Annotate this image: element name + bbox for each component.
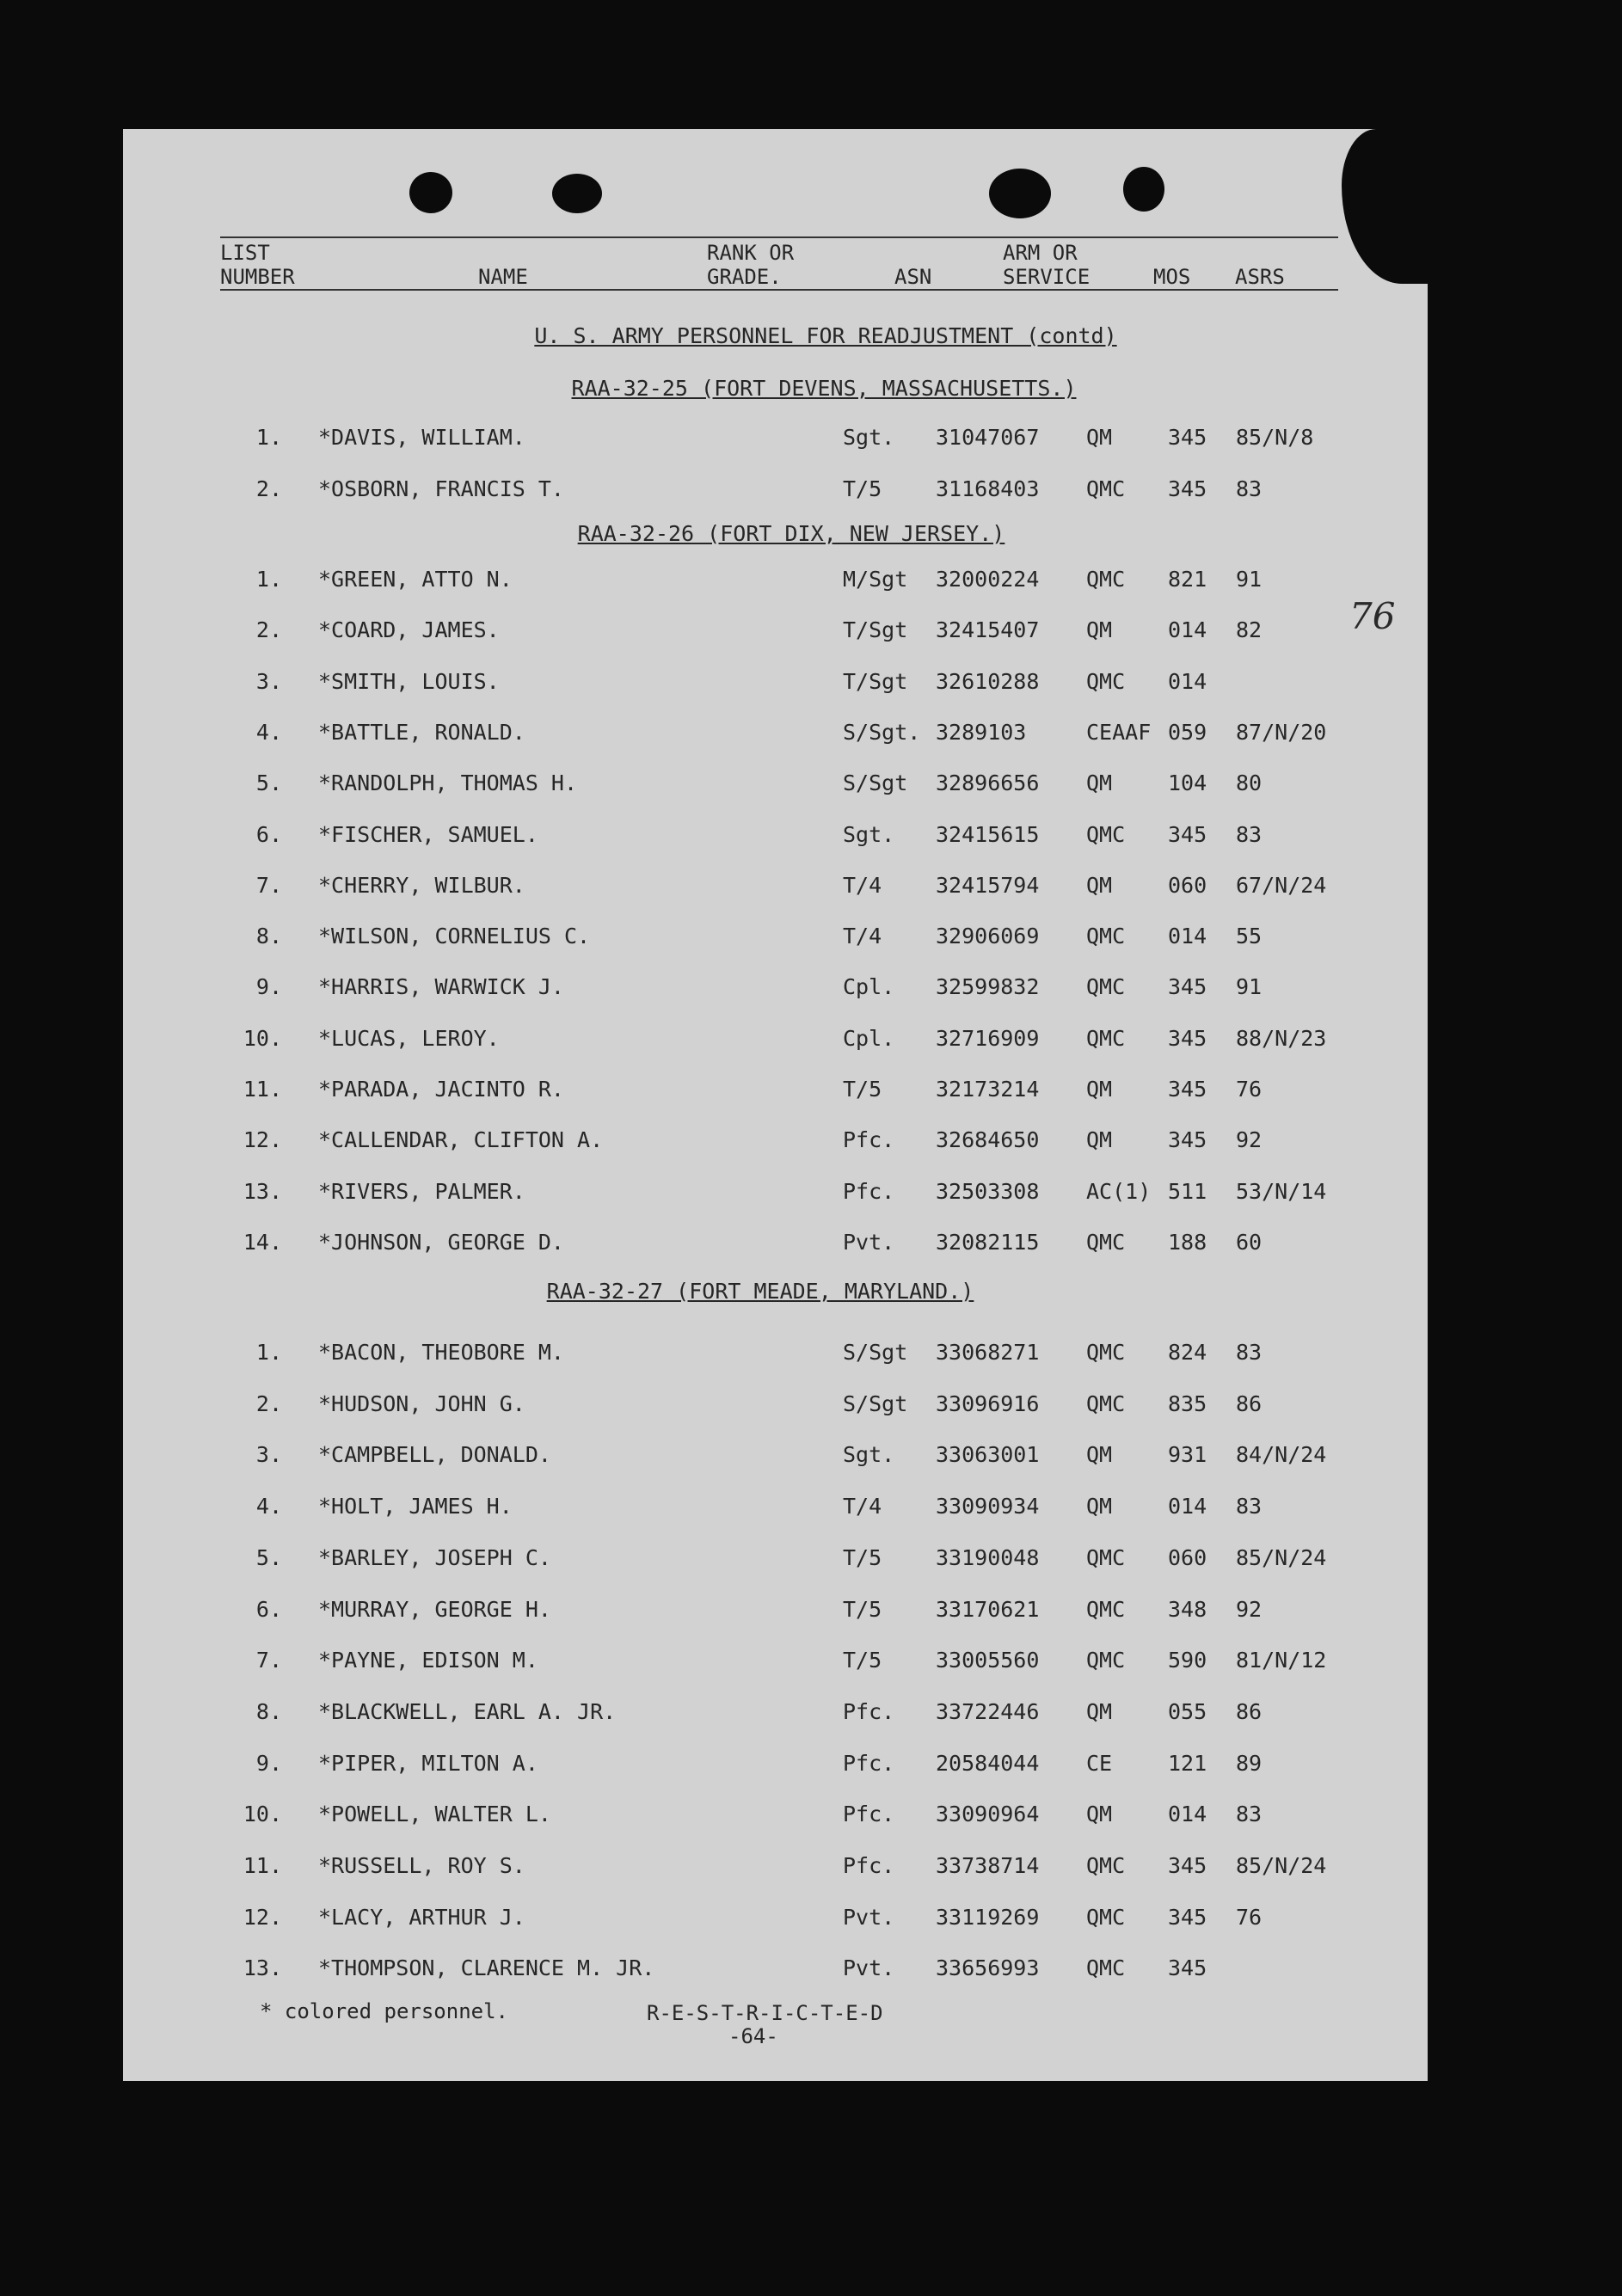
asn: 33068271 [936,1340,1040,1365]
table-row [0,1853,1622,1888]
asrs: 85/N/24 [1236,1853,1327,1878]
rank-or-grade: Sgt. [843,1442,895,1468]
arm-or-service: QMC [1086,1904,1126,1930]
person-name: *BARLEY, JOSEPH C. [318,1544,551,1570]
arm-or-service: QM [1086,872,1113,898]
rank-or-grade: Pvt. [843,1229,895,1255]
mos: 345 [1168,974,1207,1000]
rank-or-grade: Pfc. [843,1178,895,1204]
mos: 055 [1168,1698,1207,1724]
list-number: 9. [255,974,282,1000]
rank-or-grade: T/5 [843,476,882,501]
rank-or-grade: S/Sgt. [843,719,921,745]
list-number: 2. [255,1390,282,1416]
rank-or-grade: Pfc. [843,1853,895,1878]
table-row [0,1026,1622,1060]
mos: 014 [1168,617,1207,643]
asrs: 83 [1236,821,1263,847]
person-name: *CAMPBELL, DONALD. [318,1442,551,1468]
person-name: *JOHNSON, GEORGE D. [318,1229,564,1255]
mos: 931 [1168,1442,1207,1468]
mos: 345 [1168,1955,1207,1981]
arm-or-service: AC(1) [1086,1178,1152,1204]
header-arm: ARM OR SERVICE [1003,241,1091,289]
asrs: 91 [1236,974,1263,1000]
asrs: 85/N/8 [1236,425,1314,450]
rank-or-grade: Sgt. [843,821,895,847]
table-row [0,1699,1622,1734]
table-row [0,1648,1622,1682]
asrs: 92 [1236,1127,1263,1153]
asn: 32082115 [936,1229,1040,1255]
mos: 348 [1168,1596,1207,1622]
person-name: *COARD, JAMES. [318,617,500,643]
footnote: * colored personnel. [260,1999,508,2023]
table-row [0,1442,1622,1476]
mos: 345 [1168,1077,1207,1102]
asrs: 80 [1236,770,1263,796]
mos: 511 [1168,1178,1207,1204]
table-row [0,924,1622,958]
rank-or-grade: Cpl. [843,1025,895,1051]
asrs: 91 [1236,567,1263,592]
rank-or-grade: T/4 [843,1494,882,1519]
rank-or-grade: Pfc. [843,1698,895,1724]
list-number: 8. [255,1698,282,1724]
mos: 014 [1168,668,1207,694]
rank-or-grade: T/5 [843,1648,882,1673]
person-name: *BLACKWELL, EARL A. JR. [318,1698,617,1724]
mos: 104 [1168,770,1207,796]
table-row [0,974,1622,1009]
table-row [0,425,1622,459]
arm-or-service: QM [1086,1442,1113,1468]
person-name: *PARADA, JACINTO R. [318,1077,564,1102]
punch-hole-2 [552,174,602,213]
asn: 33656993 [936,1955,1040,1981]
asrs: 86 [1236,1698,1263,1724]
header-asrs: ASRS [1235,265,1285,289]
asn: 32415407 [936,617,1040,643]
list-number: 6. [255,821,282,847]
rank-or-grade: Pvt. [843,1955,895,1981]
page-number: -64- [728,2024,778,2048]
arm-or-service: QMC [1086,476,1126,501]
table-row [0,1545,1622,1580]
header-top-rule [220,236,1338,238]
table-row [0,720,1622,754]
rank-or-grade: T/Sgt [843,617,908,643]
list-number: 1. [255,425,282,450]
person-name: *THOMPSON, CLARENCE M. JR. [318,1955,655,1981]
list-number: 7. [255,872,282,898]
table-row [0,617,1622,652]
list-number: 11. [243,1077,282,1102]
person-name: *SMITH, LOUIS. [318,668,500,694]
list-number: 5. [255,1544,282,1570]
list-number: 3. [255,1442,282,1468]
table-row [0,1494,1622,1528]
mos: 188 [1168,1229,1207,1255]
arm-or-service: QM [1086,617,1113,643]
side-mark: 76 [1349,595,1396,637]
header-list-number: LIST NUMBER [220,241,295,289]
asn: 31047067 [936,425,1040,450]
list-number: 7. [255,1648,282,1673]
asn: 32716909 [936,1025,1040,1051]
person-name: *GREEN, ATTO N. [318,567,513,592]
rank-or-grade: T/5 [843,1596,882,1622]
arm-or-service: QM [1086,425,1113,450]
rank-or-grade: T/4 [843,872,882,898]
asn: 33170621 [936,1596,1040,1622]
list-number: 5. [255,770,282,796]
rank-or-grade: S/Sgt [843,1390,908,1416]
person-name: *HOLT, JAMES H. [318,1494,513,1519]
asrs: 85/N/24 [1236,1544,1327,1570]
asn: 32684650 [936,1127,1040,1153]
rank-or-grade: T/4 [843,924,882,949]
person-name: *BATTLE, RONALD. [318,719,525,745]
table-row [0,873,1622,907]
table-row [0,1802,1622,1836]
arm-or-service: QM [1086,1077,1113,1102]
rank-or-grade: Pvt. [843,1904,895,1930]
asn: 20584044 [936,1750,1040,1776]
header-name: NAME [478,265,528,289]
arm-or-service: QMC [1086,1229,1126,1255]
section-title: RAA-32-25 (FORT DEVENS, MASSACHUSETTS.) [571,376,1077,401]
person-name: *RUSSELL, ROY S. [318,1853,525,1878]
list-number: 2. [255,617,282,643]
list-number: 2. [255,476,282,501]
punch-hole-4 [1123,167,1164,212]
header-rank: RANK OR GRADE. [707,241,795,289]
asrs: 87/N/20 [1236,719,1327,745]
mos: 345 [1168,425,1207,450]
asn: 32173214 [936,1077,1040,1102]
asn: 33119269 [936,1904,1040,1930]
arm-or-service: QMC [1086,974,1126,1000]
list-number: 8. [255,924,282,949]
rank-or-grade: T/5 [843,1544,882,1570]
arm-or-service: QMC [1086,1390,1126,1416]
mos: 345 [1168,821,1207,847]
person-name: *FISCHER, SAMUEL. [318,821,538,847]
mos: 590 [1168,1648,1207,1673]
person-name: *CALLENDAR, CLIFTON A. [318,1127,604,1153]
mos: 014 [1168,1802,1207,1827]
list-number: 4. [255,719,282,745]
person-name: *OSBORN, FRANCIS T. [318,476,564,501]
list-number: 6. [255,1596,282,1622]
mos: 345 [1168,1025,1207,1051]
person-name: *POWELL, WALTER L. [318,1802,551,1827]
person-name: *DAVIS, WILLIAM. [318,425,525,450]
asn: 32415794 [936,872,1040,898]
rank-or-grade: T/5 [843,1077,882,1102]
asn: 33005560 [936,1648,1040,1673]
asn: 33090934 [936,1494,1040,1519]
asrs: 60 [1236,1229,1263,1255]
section-title: RAA-32-27 (FORT MEADE, MARYLAND.) [546,1279,974,1304]
list-number: 3. [255,668,282,694]
asn: 33738714 [936,1853,1040,1878]
mos: 121 [1168,1750,1207,1776]
list-number: 14. [243,1229,282,1255]
asrs: 55 [1236,924,1263,949]
rank-or-grade: M/Sgt [843,567,908,592]
asn: 32415615 [936,821,1040,847]
table-row [0,1340,1622,1374]
rank-or-grade: Sgt. [843,425,895,450]
asrs: 84/N/24 [1236,1442,1327,1468]
rank-or-grade: S/Sgt [843,770,908,796]
mos: 060 [1168,1544,1207,1570]
person-name: *HUDSON, JOHN G. [318,1390,525,1416]
list-number: 1. [255,1340,282,1365]
arm-or-service: QMC [1086,1853,1126,1878]
asrs: 83 [1236,476,1263,501]
arm-or-service: CEAAF [1086,719,1152,745]
asn: 32906069 [936,924,1040,949]
list-number: 13. [243,1178,282,1204]
asn: 33096916 [936,1390,1040,1416]
table-row [0,770,1622,805]
header-asn: ASN [894,265,932,289]
arm-or-service: QMC [1086,1955,1126,1981]
person-name: *PIPER, MILTON A. [318,1750,538,1776]
asrs: 92 [1236,1596,1263,1622]
table-row [0,1230,1622,1264]
person-name: *WILSON, CORNELIUS C. [318,924,591,949]
arm-or-service: QMC [1086,821,1126,847]
arm-or-service: QMC [1086,1025,1126,1051]
asn: 33063001 [936,1442,1040,1468]
arm-or-service: QMC [1086,1596,1126,1622]
table-row [0,1955,1622,1990]
table-row [0,1751,1622,1785]
asn: 32610288 [936,668,1040,694]
asn: 33090964 [936,1802,1040,1827]
header-mos: MOS [1153,265,1191,289]
asn: 33722446 [936,1698,1040,1724]
mos: 059 [1168,719,1207,745]
mos: 060 [1168,872,1207,898]
arm-or-service: QMC [1086,668,1126,694]
asrs: 67/N/24 [1236,872,1327,898]
table-row [0,1127,1622,1162]
section-title: RAA-32-26 (FORT DIX, NEW JERSEY.) [577,521,1005,546]
punch-hole-3 [989,169,1051,218]
classification-mark: R-E-S-T-R-I-C-T-E-D [647,2001,883,2025]
mos: 345 [1168,1904,1207,1930]
mos: 345 [1168,476,1207,501]
asn: 33190048 [936,1544,1040,1570]
asn: 32503308 [936,1178,1040,1204]
table-row [0,1077,1622,1111]
table-row [0,1179,1622,1213]
rank-or-grade: Cpl. [843,974,895,1000]
person-name: *CHERRY, WILBUR. [318,872,525,898]
asrs: 82 [1236,617,1263,643]
list-number: 4. [255,1494,282,1519]
mos: 821 [1168,567,1207,592]
arm-or-service: QMC [1086,567,1126,592]
mos: 824 [1168,1340,1207,1365]
person-name: *RANDOLPH, THOMAS H. [318,770,578,796]
table-row [0,669,1622,703]
person-name: *BACON, THEOBORE M. [318,1340,564,1365]
asrs: 83 [1236,1802,1263,1827]
asn: 32896656 [936,770,1040,796]
table-row [0,822,1622,856]
list-number: 9. [255,1750,282,1776]
asrs: 81/N/12 [1236,1648,1327,1673]
asrs: 88/N/23 [1236,1025,1327,1051]
list-number: 11. [243,1853,282,1878]
list-number: 12. [243,1127,282,1153]
table-row [0,1905,1622,1939]
rank-or-grade: Pfc. [843,1127,895,1153]
list-number: 10. [243,1802,282,1827]
mos: 835 [1168,1390,1207,1416]
asn: 3289103 [936,719,1027,745]
asn: 32000224 [936,567,1040,592]
table-row [0,1597,1622,1631]
arm-or-service: QM [1086,1698,1113,1724]
asn: 31168403 [936,476,1040,501]
mos: 014 [1168,924,1207,949]
table-row [0,1391,1622,1426]
table-row [0,476,1622,511]
list-number: 10. [243,1025,282,1051]
asrs: 89 [1236,1750,1263,1776]
asrs: 76 [1236,1904,1263,1930]
asrs: 76 [1236,1077,1263,1102]
arm-or-service: QMC [1086,1340,1126,1365]
arm-or-service: QM [1086,1494,1113,1519]
main-title: U. S. ARMY PERSONNEL FOR READJUSTMENT (contd) [534,323,1117,348]
list-number: 12. [243,1904,282,1930]
mos: 345 [1168,1853,1207,1878]
asn: 32599832 [936,974,1040,1000]
table-row [0,567,1622,601]
punch-hole-1 [409,172,452,213]
rank-or-grade: S/Sgt [843,1340,908,1365]
arm-or-service: QM [1086,1802,1113,1827]
rank-or-grade: Pfc. [843,1750,895,1776]
person-name: *LUCAS, LEROY. [318,1025,500,1051]
arm-or-service: QMC [1086,924,1126,949]
header-bottom-rule [220,289,1338,291]
list-number: 13. [243,1955,282,1981]
asrs: 83 [1236,1340,1263,1365]
person-name: *LACY, ARTHUR J. [318,1904,525,1930]
asrs: 53/N/14 [1236,1178,1327,1204]
rank-or-grade: T/Sgt [843,668,908,694]
mos: 345 [1168,1127,1207,1153]
person-name: *MURRAY, GEORGE H. [318,1596,551,1622]
arm-or-service: QM [1086,770,1113,796]
person-name: *RIVERS, PALMER. [318,1178,525,1204]
asrs: 86 [1236,1390,1263,1416]
list-number: 1. [255,567,282,592]
mos: 014 [1168,1494,1207,1519]
person-name: *PAYNE, EDISON M. [318,1648,538,1673]
arm-or-service: QMC [1086,1544,1126,1570]
asrs: 83 [1236,1494,1263,1519]
person-name: *HARRIS, WARWICK J. [318,974,564,1000]
arm-or-service: CE [1086,1750,1113,1776]
arm-or-service: QMC [1086,1648,1126,1673]
rank-or-grade: Pfc. [843,1802,895,1827]
arm-or-service: QM [1086,1127,1113,1153]
